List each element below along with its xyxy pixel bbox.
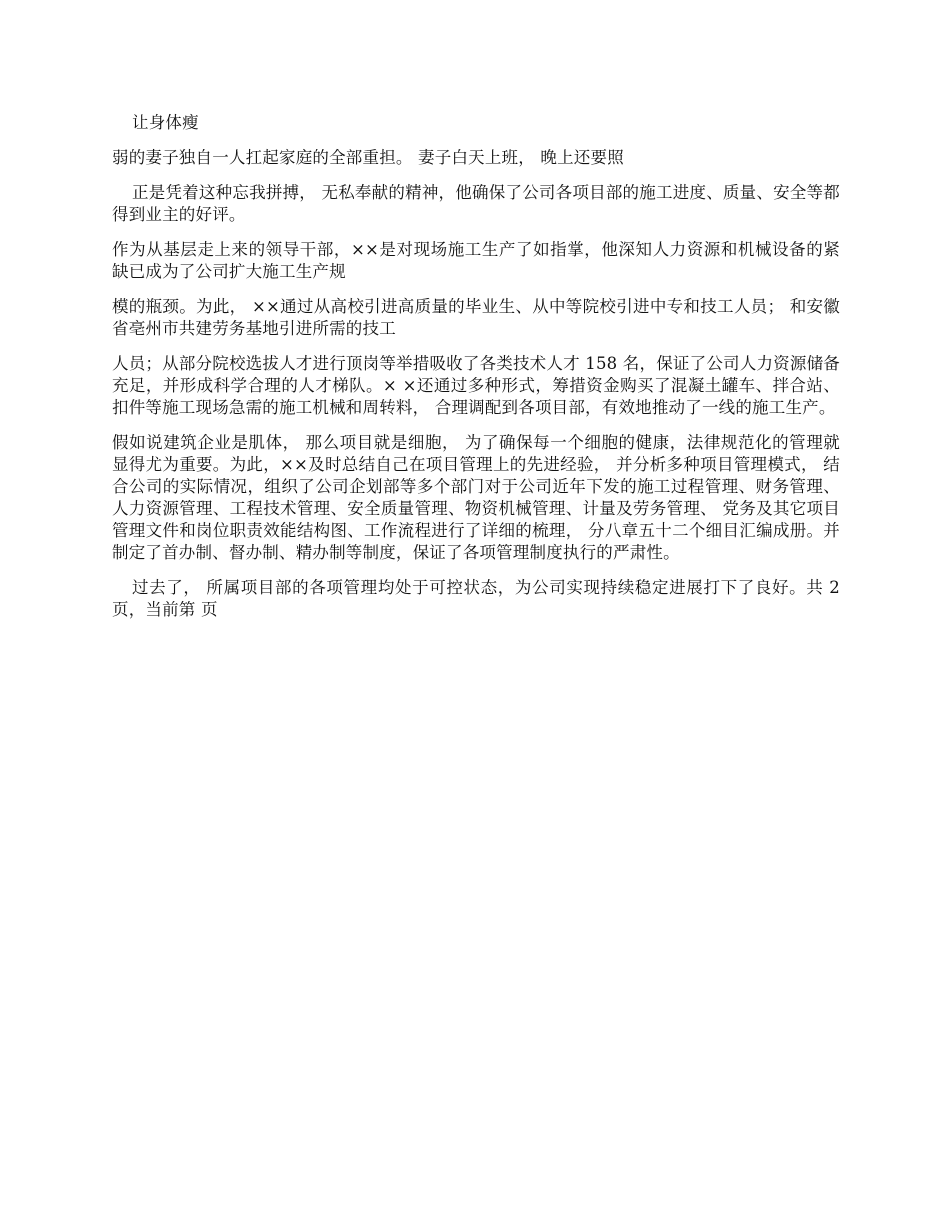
paragraph-8: 过去了， 所属项目部的各项管理均处于可控状态，为公司实现持续稳定进展打下了良好。共 2 页，当前第 页 <box>112 578 840 619</box>
paragraph-4: 作为从基层走上来的领导干部，××是对现场施工生产了如指掌，他深知人力资源和机械设备的紧缺已成为了公司扩大施工生产规 <box>112 240 840 281</box>
paragraph-1: 让身体瘦 <box>132 113 199 132</box>
paragraph-2: 弱的妻子独自一人扛起家庭的全部重担。 妻子白天上班， 晚上还要照 <box>112 148 624 167</box>
paragraph-7: 假如说建筑企业是肌体， 那么项目就是细胞， 为了确保每一个细胞的健康，法律规范化的管理就显得尤为重要。为此，××及时总结自己在项目管理上的先进经验， 并分析多种项目管理模式， 结合公司的实际情况，组织了公司企划部等多个部门对于公司近年下发的施工过程管理、财务管理、人力资源管理、工程技术管理、安全质量管理、物资机械管理、计量及劳务管理、 党务及其它项目管理文件和岗位职责效能结构图、工作流程进行了详细的梳理， 分八章五十二个细目汇编成册。并制定了首办制、督办制、精办制等制度，保证了各项管理制度执行的严肃性。 <box>112 433 840 562</box>
paragraph-3: 正是凭着这种忘我拼搏， 无私奉献的精神，他确保了公司各项目部的施工进度、质量、安全等都得到业主的好评。 <box>112 183 840 224</box>
paragraph-5: 模的瓶颈。为此， ××通过从高校引进高质量的毕业生、从中等院校引进中专和技工人员； 和安徽省亳州市共建劳务基地引进所需的技工 <box>112 297 840 338</box>
document-body <box>112 112 840 634</box>
paragraph-6: 人员；从部分院校选拔人才进行顶岗等举措吸收了各类技术人才 158 名，保证了公司人力资源储备充足，并形成科学合理的人才梯队。× ×还通过多种形式，筹措资金购买了混凝土罐车、拌合站、扣件等施工现场急需的施工机械和周转料， 合理调配到各项目部，有效地推动了一线的施工生产。 <box>112 354 840 417</box>
